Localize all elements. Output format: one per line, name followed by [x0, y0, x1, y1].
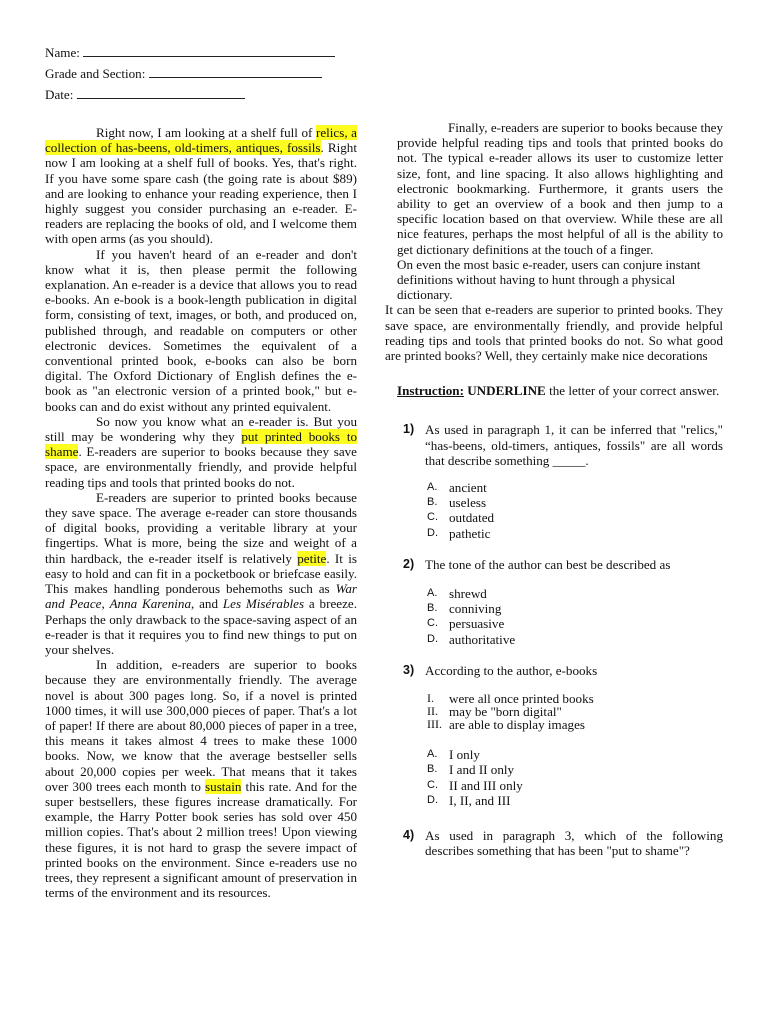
option-b[interactable]: B. conniving — [427, 601, 502, 617]
option-b[interactable]: B. I and II only — [427, 762, 515, 778]
question-number: 3) — [403, 662, 415, 677]
paragraph-6: Finally, e-readers are superior to books because they provide helpful reading tips and tools that printed books do not. The typical e-reader allows its user to customize letter size, font, and line spacing. It also allows highlighting and electronic bookmarking. Furthermore, it grants users the ability to get an overview of a book and then jump to a specific location based on that overview. While these are all nice features, perhaps the most helpful of all is the ability to get dictionary definitions at the touch of a finger. — [397, 120, 723, 257]
highlight-petite: petite — [297, 550, 327, 566]
statement-iii: III. are able to display images — [427, 717, 585, 733]
highlight-sustain: sustain — [205, 778, 242, 794]
student-info — [45, 44, 357, 107]
instruction — [397, 383, 723, 398]
question-2 — [397, 557, 723, 572]
question-number: 2) — [403, 556, 415, 571]
paragraph-4: E-readers are superior to printed books because they save space. The average e-reader can store thousands of digital books, providing a veritable library at your fingertips. What is more, being the size and weight of a thin hardback, the e-reader itself is relatively petite. It is easy to hold and can fit in a pocketbook or briefcase easily. This makes handling ponderous behemoths such as War and Peace, Anna Karenina, and Les Misérables a breeze. Perhaps the only drawback to the space-saving aspect of an e-reader is that it requires you to find new things to put on your shelves. — [45, 489, 357, 657]
instruction-text: the letter of your correct answer. — [545, 383, 720, 399]
question-number: 4) — [403, 827, 415, 842]
question-3-options — [427, 747, 723, 808]
option-a[interactable]: A. ancient — [427, 480, 487, 496]
highlight-put-to-shame: put printed books to shame — [45, 429, 357, 460]
grade-label: Grade and Section: — [45, 66, 146, 81]
paragraph-1: Right now, I am looking at a shelf full of relics, a collection of has-beens, old-timers, antiques, fossils. Right now I am looking at a shelf full of books. Yes, that's right. If you have some spare cash (the going rate is about $89) and are looking to enhance your reading experience, then I highly suggest you consider purchasing an e-reader. E-readers are replacing the books of old, and I welcome them with open arms (as you should). — [45, 125, 357, 247]
paragraph-8: It can be seen that e-readers are superior to printed books. They save space, are environmentally friendly, and provide helpful reading tips and tools that printed books do not. So what good are printed books? Well, they certainly make nice decorations — [385, 302, 723, 364]
option-c[interactable]: C. outdated — [427, 510, 495, 526]
question-3 — [397, 663, 723, 678]
grade-line[interactable] — [149, 65, 322, 78]
option-c[interactable]: C. persuasive — [427, 616, 505, 632]
option-c[interactable]: C. II and III only — [427, 777, 523, 793]
option-b[interactable]: B. useless — [427, 495, 487, 511]
highlight-relics: relics, a collection of has-beens, old-timers, antiques, fossils — [45, 125, 357, 156]
date-line[interactable] — [77, 86, 245, 99]
paragraph-5: In addition, e-readers are superior to books because they are environmentally friendly. The average novel is about 300 pages long. So, if a novel is printed 1000 times, it will use 300,000 pieces of paper. That's a lot of paper! If there are about 80,000 pieces of paper in a tree, this means it takes almost 4 trees to make these 1000 books. Now, we know that the average bestseller sells about 20,000 copies per week. That means that it takes over 300 trees each month to sustain this rate. And for the super bestsellers, these figures increase dramatically. For example, the Harry Potter book series has sold over 450 million copies. That's about 2 million trees! Upon viewing these figures, it is not hard to grasp the severe impact of printed books on the environment. Since e-readers use no trees, they represent a significant amount of preservation in terms of the environment and its resources. — [45, 657, 357, 901]
option-a[interactable]: A. shrewd — [427, 586, 487, 602]
option-d[interactable]: D. I, II, and III — [427, 792, 511, 808]
question-text: The tone of the author can best be described as — [425, 556, 671, 572]
question-1 — [397, 422, 723, 468]
option-d[interactable]: D. authoritative — [427, 631, 516, 647]
statement-i: I. were all once printed books — [427, 691, 594, 707]
question-text: As used in paragraph 3, which of the following describes something that has been "put to shame"? — [425, 827, 723, 859]
option-a[interactable]: A. I only — [427, 747, 480, 763]
essay-left-column — [45, 125, 357, 900]
name-line[interactable] — [83, 44, 335, 57]
question-2-options — [427, 586, 723, 647]
question-text: As used in paragraph 1, it can be inferred that "relics," “has-beens, old-timers, antiques, fossils" are all words that describe something _____. — [425, 422, 723, 468]
paragraph-3: So now you know what an e-reader is. But you still may be wondering why they put printed books to shame. E-readers are superior to books because they save space, are environmentally friendly, and provide helpful reading tips and tools that printed books do not. — [45, 413, 357, 490]
statement-ii: II. may be "born digital" — [427, 704, 562, 720]
question-text: According to the author, e-books — [425, 662, 598, 678]
paragraph-7: On even the most basic e-reader, users can conjure instant definitions without having to hunt through a physical dictionary. — [397, 256, 701, 303]
instruction-label: Instruction: — [397, 383, 464, 399]
title-les-miserables: Les Misérables — [222, 596, 305, 612]
date-field[interactable] — [45, 86, 357, 107]
grade-field[interactable] — [45, 65, 357, 86]
title-war-and-peace: War and Peace — [45, 581, 357, 612]
name-field[interactable] — [45, 44, 357, 65]
name-label: Name: — [45, 45, 80, 60]
title-anna-karenina: Anna Karenina — [109, 596, 192, 612]
instruction-underline-word: UNDERLINE — [467, 383, 546, 399]
question-4 — [397, 828, 723, 858]
option-d[interactable]: D. pathetic — [427, 525, 491, 541]
paragraph-2: If you haven't heard of an e-reader and don't know what it is, then please permit the following explanation. An e-reader is a device that allows you to read e-books. An e-book is a book-length publication in digital form, consisting of text, images, or both, and produced on, published through, and readable on computers or other electronic devices. Sometimes the equivalent of a conventional printed book, e-books can also be born digital. The Oxford Dictionary of English defines the e-book as "an electronic version of a printed book," but e-books can and do exist without any printed equivalent. — [45, 246, 357, 414]
question-3-statements — [427, 692, 723, 731]
question-number: 1) — [403, 422, 415, 437]
essay-right-column — [385, 44, 723, 859]
date-label: Date: — [45, 87, 74, 102]
question-1-options — [427, 480, 723, 541]
